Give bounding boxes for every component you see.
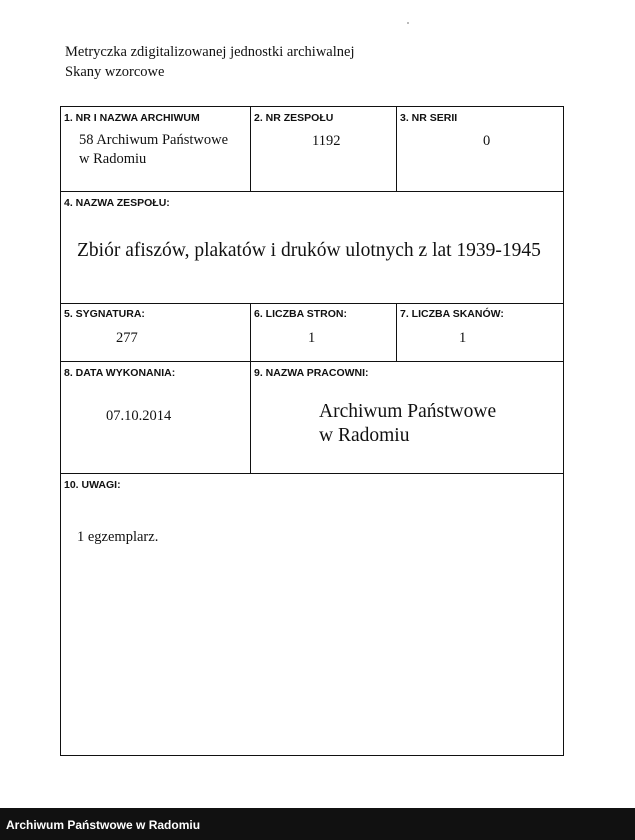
archive-value-line2: w Radomiu bbox=[79, 151, 147, 167]
scan-speck bbox=[407, 22, 409, 24]
fonds-name-value: Zbiór afiszów, plakatów i druków ulotnych z lat 1939-1945 bbox=[77, 240, 541, 261]
column-divider bbox=[250, 361, 251, 473]
row-divider bbox=[61, 361, 563, 362]
column-divider bbox=[396, 303, 397, 361]
column-divider bbox=[250, 303, 251, 361]
signature-value: 277 bbox=[116, 330, 138, 346]
signature-label: 5. SYGNATURA: bbox=[64, 308, 145, 320]
header-subtitle: Skany wzorcowe bbox=[65, 64, 165, 80]
archive-value-line1: 58 Archiwum Państwowe bbox=[79, 132, 229, 148]
row-divider bbox=[61, 473, 563, 474]
fonds-number-label: 2. NR ZESPOŁU bbox=[254, 112, 334, 124]
archive-label: 1. NR I NAZWA ARCHIWUM bbox=[64, 112, 200, 124]
series-number-label: 3. NR SERII bbox=[400, 112, 458, 124]
row-divider bbox=[61, 303, 563, 304]
footer-bar bbox=[0, 808, 635, 840]
column-divider bbox=[396, 107, 397, 191]
footer-institution: Archiwum Państwowe w Radomiu bbox=[6, 818, 201, 832]
scan-count-value: 1 bbox=[459, 330, 467, 346]
notes-value: 1 egzemplarz. bbox=[77, 529, 159, 545]
workshop-label: 9. NAZWA PRACOWNI: bbox=[254, 367, 369, 379]
date-value: 07.10.2014 bbox=[106, 408, 172, 424]
fonds-name-label: 4. NAZWA ZESPOŁU: bbox=[64, 197, 170, 209]
workshop-value bbox=[319, 400, 496, 448]
notes-label: 10. UWAGI: bbox=[64, 479, 121, 491]
column-divider bbox=[250, 107, 251, 191]
workshop-value-line2: w Radomiu bbox=[319, 425, 410, 446]
row-divider bbox=[61, 191, 563, 192]
scan-count-label: 7. LICZBA SKANÓW: bbox=[400, 308, 504, 320]
header-title: Metryczka zdigitalizowanej jednostki archiwalnej bbox=[65, 44, 355, 60]
page-count-value: 1 bbox=[308, 330, 316, 346]
metadata-form bbox=[60, 106, 564, 756]
document-header bbox=[65, 42, 354, 82]
series-number-value: 0 bbox=[483, 133, 491, 149]
date-label: 8. DATA WYKONANIA: bbox=[64, 367, 176, 379]
workshop-value-line1: Archiwum Państwowe bbox=[319, 401, 497, 422]
fonds-number-value: 1192 bbox=[312, 133, 341, 149]
archive-value bbox=[79, 131, 228, 169]
page-count-label: 6. LICZBA STRON: bbox=[254, 308, 347, 320]
